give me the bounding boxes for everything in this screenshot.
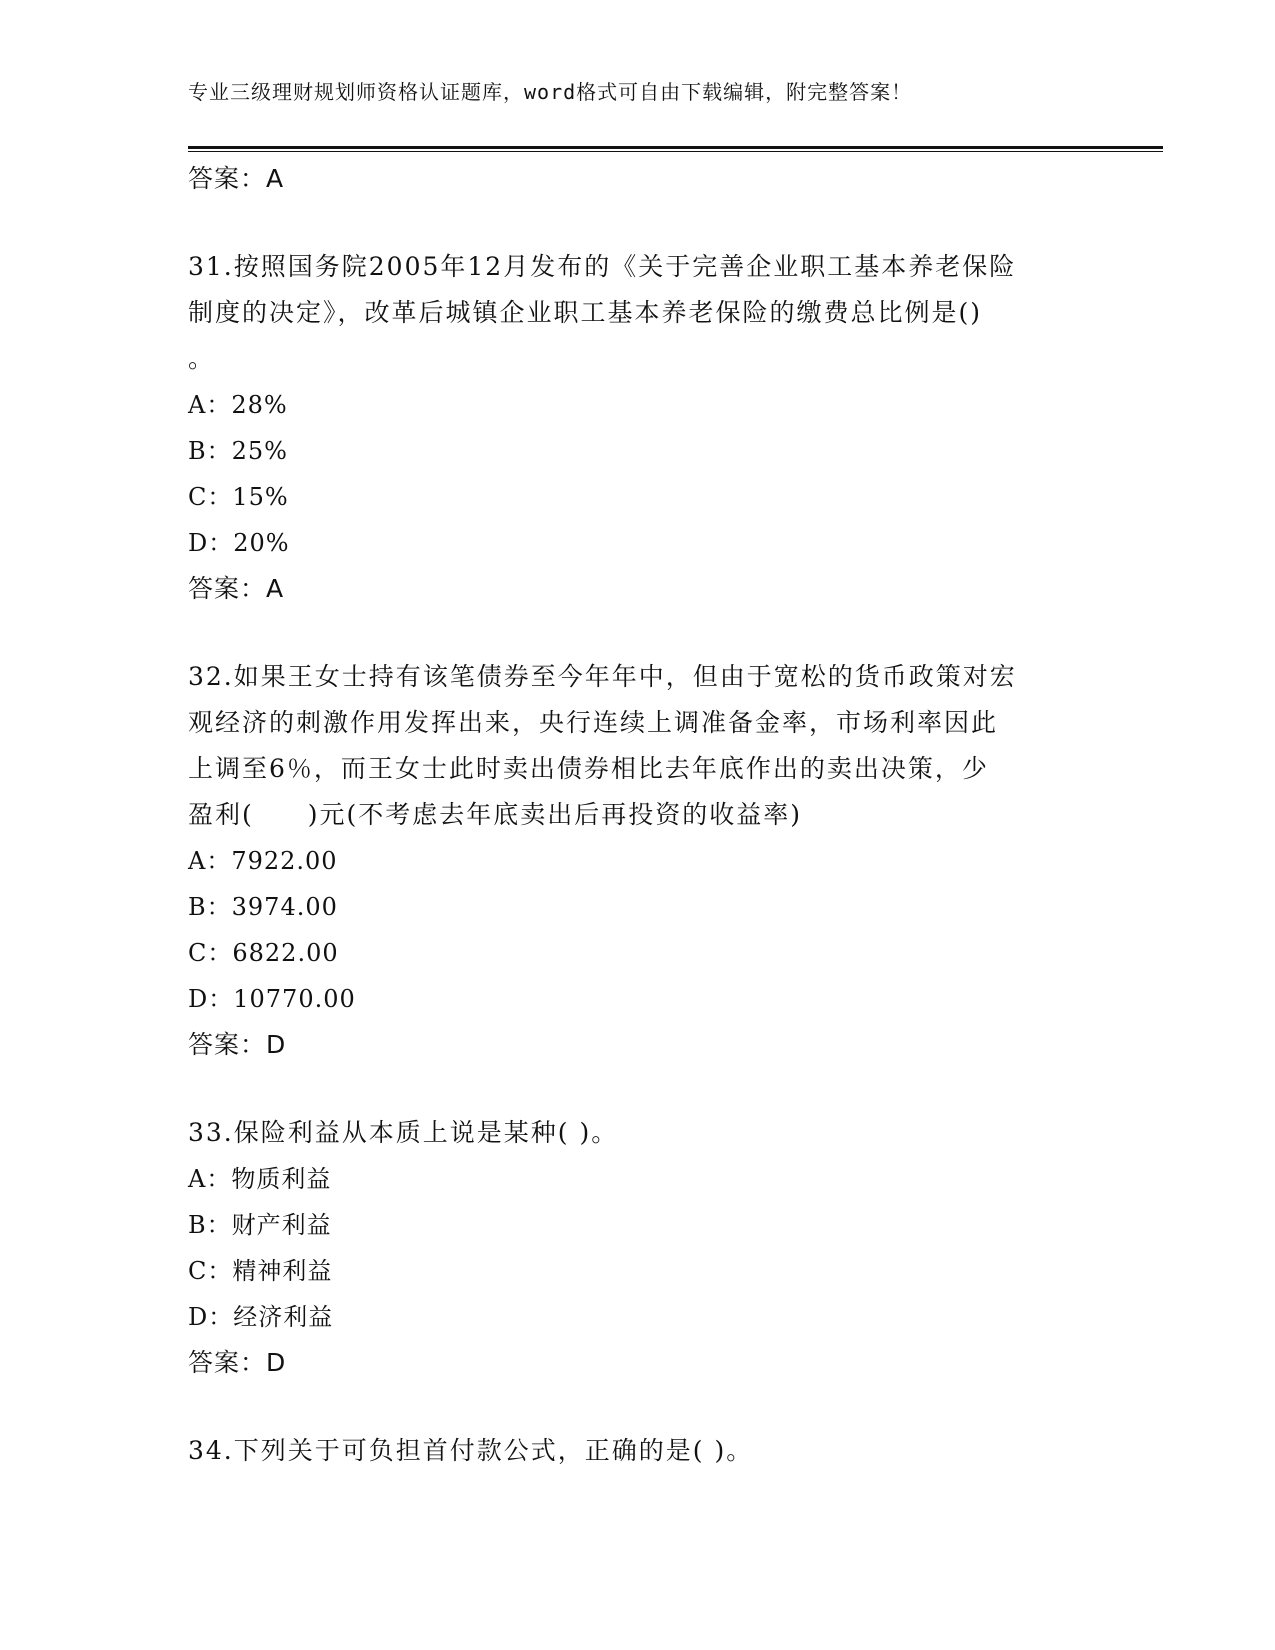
question-stem-line: 31.按照国务院2005年12月发布的《关于完善企业职工基本养老保险 (188, 252, 1017, 281)
option-c: C：15% (188, 483, 289, 511)
page-header: 专业三级理财规划师资格认证题库，word格式可自由下载编辑，附完整答案！ (188, 80, 913, 104)
question-stem-line: 上调至6％，而王女士此时卖出债券相比去年底作出的卖出决策，少 (188, 754, 989, 783)
header-rule-thin (188, 151, 1163, 152)
option-d: D：10770.00 (188, 985, 356, 1013)
option-a: A：7922.00 (188, 847, 338, 875)
question-stem-line: 。 (188, 344, 216, 373)
option-a: A：28% (188, 391, 288, 419)
option-b: B：3974.00 (188, 893, 338, 921)
option-c: C：精神利益 (188, 1257, 333, 1285)
option-a: A：物质利益 (188, 1165, 332, 1193)
question-stem-line: 观经济的刺激作用发挥出来，央行连续上调准备金率，市场利率因此 (188, 708, 999, 737)
option-c: C：6822.00 (188, 939, 339, 967)
option-b: B：财产利益 (188, 1211, 332, 1239)
option-d: D：经济利益 (188, 1303, 334, 1331)
question-stem-line: 制度的决定》，改革后城镇企业职工基本养老保险的缴费总比例是() (188, 298, 983, 327)
answer-line: 答案：A (188, 574, 285, 603)
header-rule-thick (188, 146, 1163, 149)
question-31 (188, 244, 1088, 612)
question-stem-line: 32.如果王女士持有该笔债券至今年年中，但由于宽松的货币政策对宏 (188, 662, 1017, 691)
answer-line: 答案：D (188, 1030, 287, 1059)
previous-answer: 答案：A (188, 164, 285, 193)
answer-line: 答案：D (188, 1348, 287, 1377)
question-32 (188, 654, 1088, 1068)
question-stem-line: 33.保险利益从本质上说是某种( )。 (188, 1118, 619, 1147)
question-34 (188, 1428, 1088, 1474)
question-33 (188, 1110, 1088, 1386)
question-stem-line: 34.下列关于可负担首付款公式，正确的是( )。 (188, 1436, 754, 1465)
option-d: D：20% (188, 529, 290, 557)
option-b: B：25% (188, 437, 288, 465)
question-stem-line: 盈利( )元(不考虑去年底卖出后再投资的收益率) (188, 800, 803, 829)
question-list (188, 156, 1088, 1474)
